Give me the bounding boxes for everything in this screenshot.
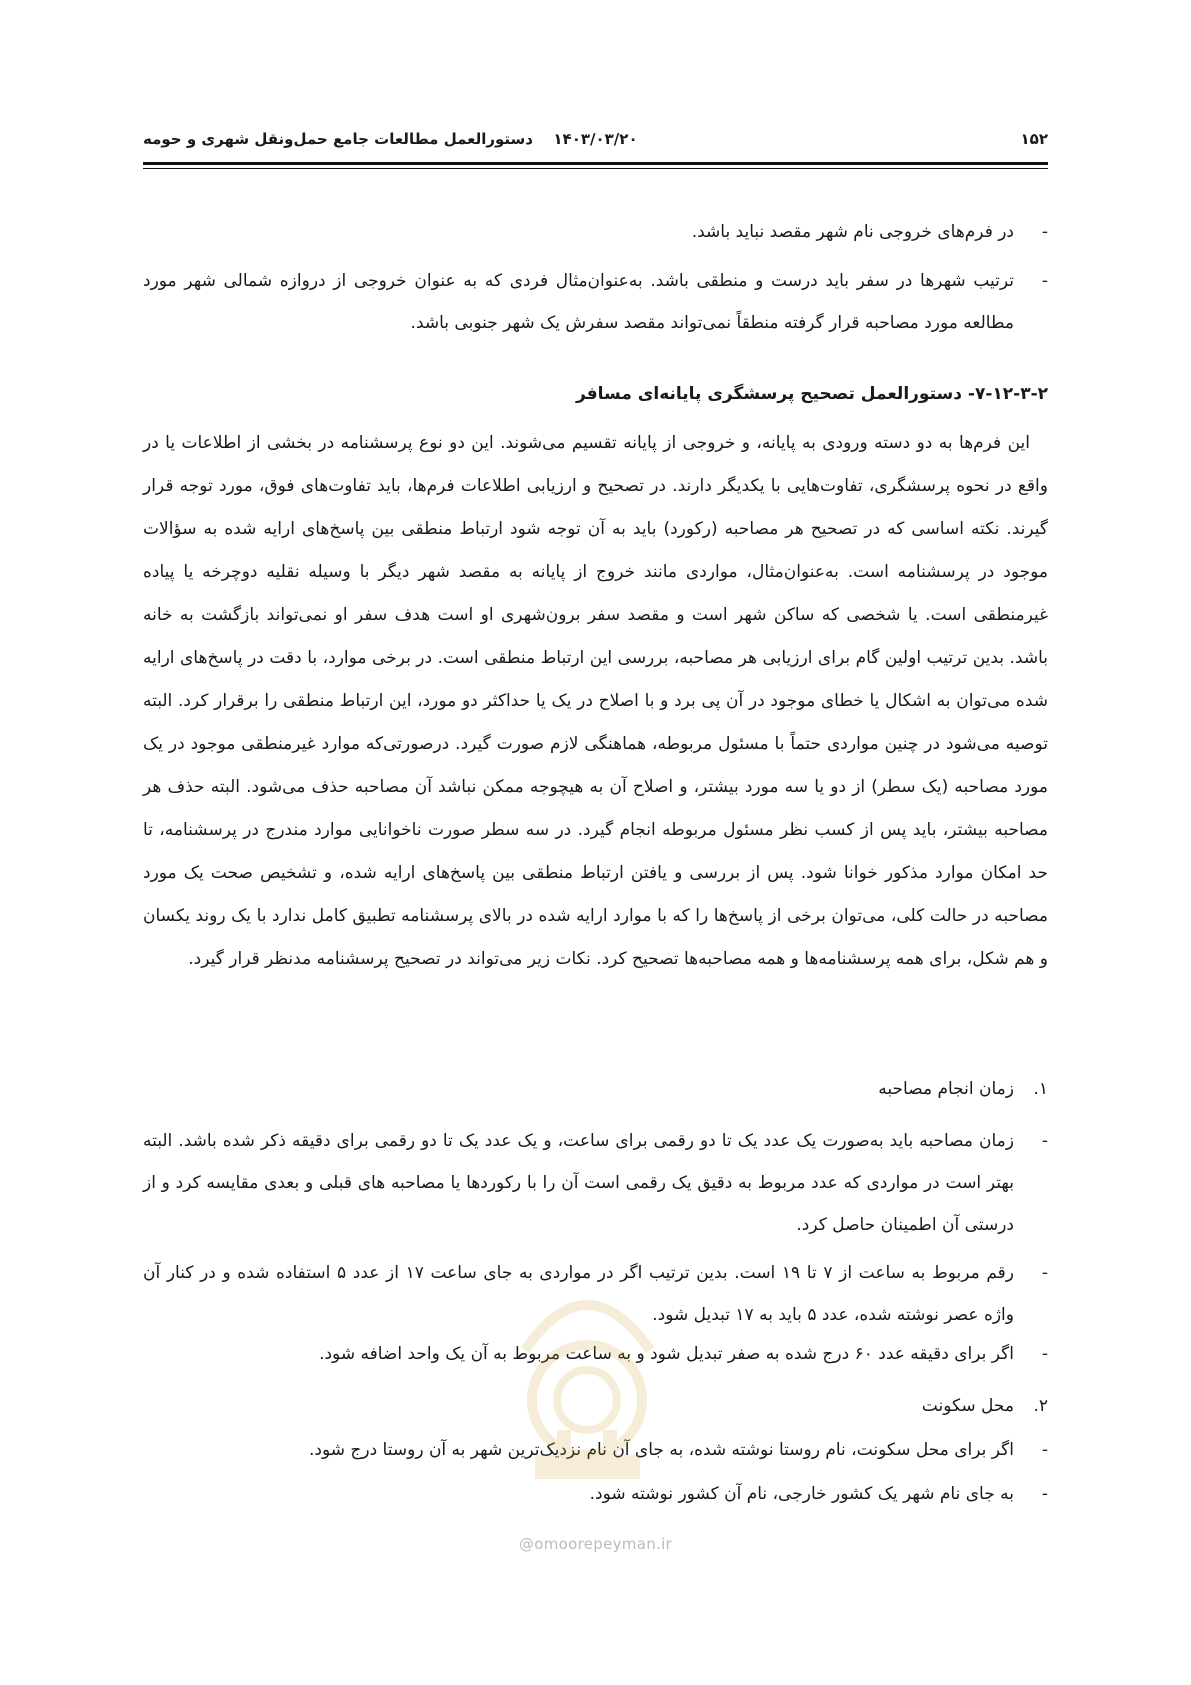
- header-rule: [143, 162, 1048, 165]
- body-paragraph: این فرم‌ها به دو دسته ورودی به پایانه، و خروجی از پایانه تقسیم می‌شوند. این دو نوع پرسشنامه در بخشی از اطلاعات یا در واقع در نحوه پرسشگری، تفاوت‌هایی با یکدیگر دارند. در تصحیح و ارزیابی اطلاعات فرم‌ها، باید تفاوت‌های فوق، مورد توجه قرار گیرند. نکته اساسی که در تصحیح هر مصاحبه (رکورد) باید به آن توجه شود ارتباط منطقی بین پاسخ‌های ارایه شده به سؤالات موجود در پرسشنامه است. به‌عنوان‌مثال، مواردی مانند خروج از پایانه به مقصد شهر دیگر با وسیله نقلیه دوچرخه یا پیاده غیرمنطقی است. یا شخصی که ساکن شهر است و مقصد سفر برون‌شهری او است هدف سفر او نمی‌تواند بازگشت به خانه باشد. بدین ترتیب اولین گام برای ارزیابی هر مصاحبه، بررسی این ارتباط منطقی است. در برخی موارد، با دقت در پاسخ‌های ارایه شده می‌توان به اشکال یا خطای موجود در آن پی برد و با اصلاح در یک یا حداکثر دو مورد، این ارتباط منطقی را برقرار کرد. البته توصیه می‌شود در چنین مواردی حتماً با مسئول مربوطه، هماهنگی لازم صورت گیرد. درصورتی‌که موارد غیرمنطقی موجود در یک مورد مصاحبه (یک سطر) از دو یا سه مورد بیشتر، و اصلاح آن به هیچوجه ممکن نباشد آن مصاحبه حذف می‌شود. البته حذف هر مصاحبه بیشتر، باید پس از کسب نظر مسئول مربوطه انجام گیرد. در سه سطر صورت ناخوانایی موارد مندرج در پرسشنامه، تا حد امکان موارد مذکور خوانا شود. پس از بررسی و یافتن ارتباط منطقی بین پاسخ‌های ارایه شده، و تشخیص صحت یک مورد مصاحبه در حالت کلی، می‌توان برخی از پاسخ‌ها را که با موارد ارایه شده در بالای پرسشنامه تطبیق کامل ندارد با یک روند یکسان و هم شکل، برای همه پرسشنامه‌ها و همه مصاحبه‌ها تصحیح کرد. نکات زیر می‌تواند در تصحیح پرسشنامه مدنظر قرار گیرد.: [143, 433, 1048, 969]
- bullet-text: اگر برای دقیقه عدد ۶۰ درج شده به صفر تبدیل شود و به ساعت مربوط به آن یک واحد اضافه شود.: [319, 1344, 1014, 1364]
- item-label: محل سکونت: [921, 1396, 1014, 1416]
- bullet-text: ترتیب شهرها در سفر باید درست و منطقی باشد. به‌عنوان‌مثال فردی که به عنوان خروجی از دروازه شمالی شهر مورد مطالعه مورد مصاحبه قرار گرفته منطقاً نمی‌تواند مقصد سفرش یک شهر جنوبی باشد.: [143, 271, 1014, 333]
- section-heading: ۷-۱۲-۳-۲- دستورالعمل تصحیح پرسشگری پایانه‌ای مسافر: [575, 384, 1048, 404]
- bullet-dash: -: [1041, 1131, 1048, 1151]
- header-title: دستورالعمل مطالعات جامع حمل‌ونقل شهری و حومه: [143, 130, 533, 148]
- bullet-text: زمان مصاحبه باید به‌صورت یک عدد یک تا دو رقمی برای ساعت، و یک عدد یک تا دو رقمی برای دقیقه ذکر شده باشد. البته بهتر است در مواردی که عدد مربوط به دقیق یک رقمی است آن را با رکوردها یا مصاحبه های قبلی و بعدی مقایسه کرد و از درستی آن اطمینان حاصل کرد.: [143, 1131, 1014, 1235]
- bullet-dash: -: [1041, 1263, 1048, 1283]
- bullet-dash: -: [1041, 271, 1048, 291]
- bullet-text: در فرم‌های خروجی نام شهر مقصد نباید باشد.: [691, 222, 1014, 242]
- item-number: ۱.: [1033, 1079, 1048, 1099]
- header-rule-thin: [143, 168, 1048, 169]
- item-label: زمان انجام مصاحبه: [878, 1079, 1014, 1099]
- bullet-dash: -: [1041, 222, 1048, 242]
- watermark-logo: [495, 1280, 680, 1485]
- bullet-dash: -: [1041, 1344, 1048, 1364]
- page-number: ۱۵۲: [1020, 130, 1048, 148]
- bullet-dash: -: [1041, 1440, 1048, 1460]
- bullet-text: به جای نام شهر یک کشور خارجی، نام آن کشور نوشته شود.: [589, 1484, 1014, 1504]
- header-date: ۱۴۰۳/۰۳/۲۰: [553, 130, 638, 148]
- item-number: ۲.: [1033, 1396, 1048, 1416]
- bullet-text: رقم مربوط به ساعت از ۷ تا ۱۹ است. بدین ترتیب اگر در مواردی به جای ساعت ۱۷ از عدد ۵ استفاده شده و در کنار آن واژه عصر نوشته شده، عدد ۵ باید به ۱۷ تبدیل شود.: [143, 1263, 1015, 1325]
- bullet-dash: -: [1041, 1484, 1048, 1504]
- bullet-text: اگر برای محل سکونت، نام روستا نوشته شده، به جای آن نام نزدیک‌ترین شهر به آن روستا درج شود.: [309, 1440, 1014, 1460]
- watermark-url: @omoorepeyman.ir: [518, 1535, 673, 1553]
- page-header: [143, 128, 1048, 150]
